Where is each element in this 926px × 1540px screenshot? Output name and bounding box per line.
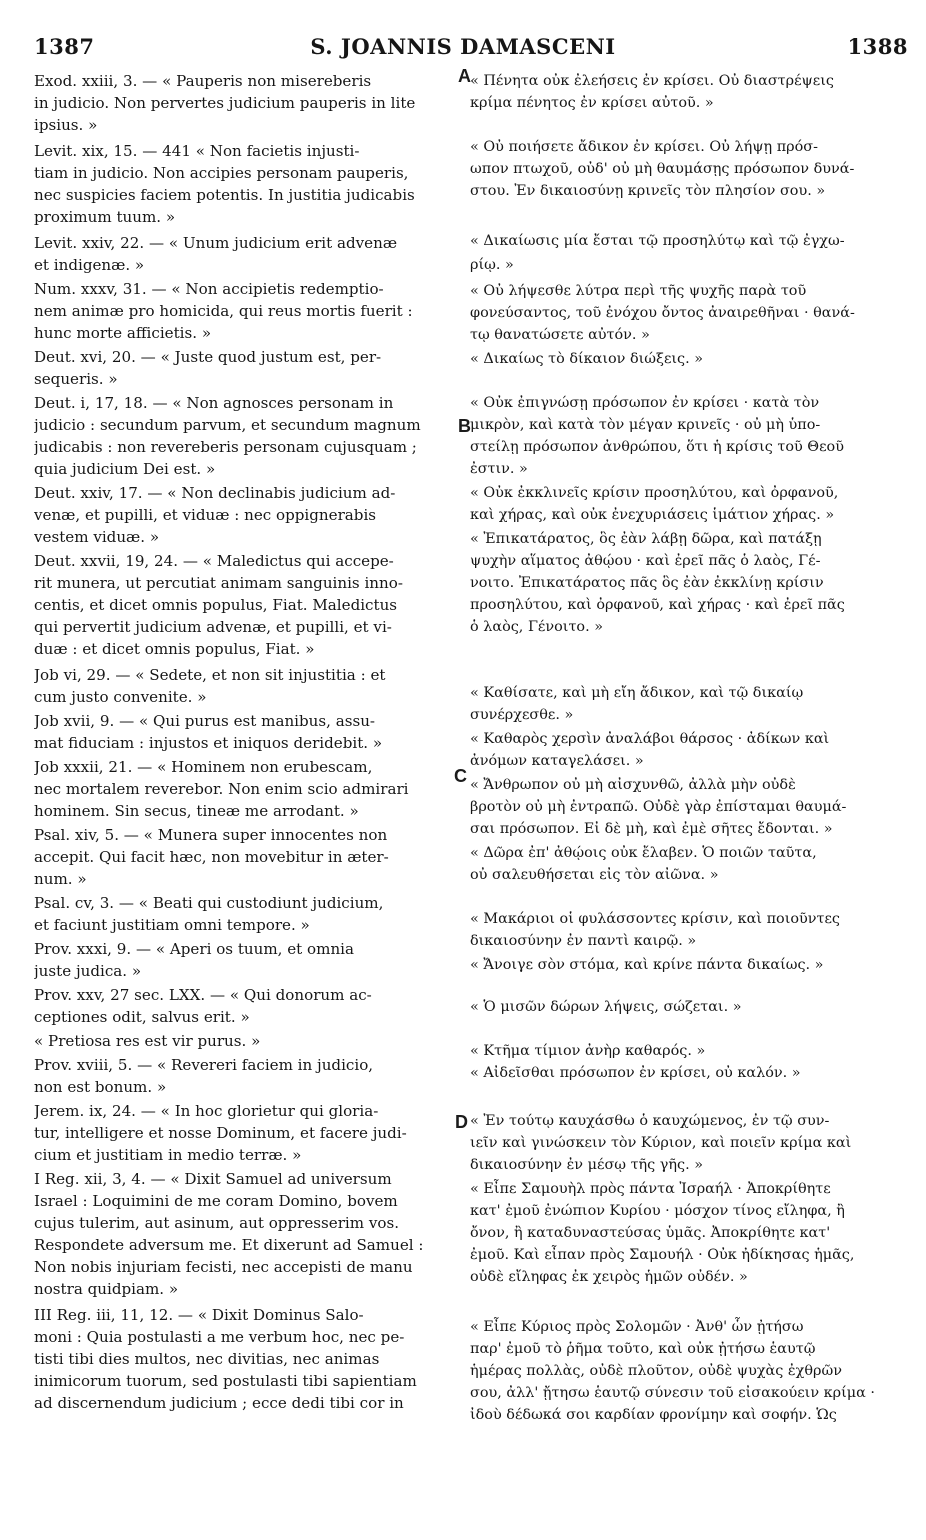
latin-line: cujus tulerim, aut asinum, aut oppresserim vos. xyxy=(34,1214,399,1232)
margin-letter-b: B xyxy=(458,416,471,436)
latin-line: Prov. xxxi, 9. — « Aperi os tuum, et omnia xyxy=(34,940,354,958)
greek-line: « Καθίσατε, καὶ μὴ εἴη ἄδικον, καὶ τῷ δικαίῳ xyxy=(470,685,804,701)
latin-line: Psal. xiv, 5. — « Munera super innocentes non xyxy=(34,826,388,844)
latin-line: Prov. xxv, 27 sec. LXX. — « Qui donorum ac- xyxy=(34,986,372,1004)
page-number-right: 1388 xyxy=(847,34,908,59)
latin-line: hunc morte afficietis. » xyxy=(34,324,212,342)
latin-line: Num. xxxv, 31. — « Non accipietis redemptio- xyxy=(34,280,384,298)
latin-line: et indigenæ. » xyxy=(34,256,145,274)
greek-line: δικαιοσύνην ἐν μέσῳ τῆς γῆς. » xyxy=(470,1157,704,1173)
greek-line: ἐμοῦ. Καὶ εἶπαν πρὸς Σαμουήλ · Οὐκ ἠδίκησας ἡμᾶς, xyxy=(470,1247,855,1263)
greek-line: « Πένητα οὐκ ἐλεήσεις ἐν κρίσει. Οὐ διαστρέψεις xyxy=(470,73,834,89)
greek-line: ἐστιν. » xyxy=(470,461,528,477)
latin-line: qui pervertit judicium advenæ, et pupilli, et vi- xyxy=(34,618,392,636)
greek-line: ψυχὴν αἵματος ἀθῴου · καὶ ἐρεῖ πᾶς ὁ λαὸς, Γέ- xyxy=(470,553,821,569)
greek-line: « Ἐν τούτῳ καυχάσθω ὁ καυχώμενος, ἐν τῷ συν- xyxy=(470,1113,830,1129)
latin-line: Job xvii, 9. — « Qui purus est manibus, assu- xyxy=(34,712,376,730)
latin-line: judicabis : non revereberis personam cujusquam ; xyxy=(34,438,417,456)
latin-line: Non nobis injuriam fecisti, nec accepisti de manu xyxy=(34,1258,413,1276)
latin-line: num. » xyxy=(34,870,87,888)
latin-line: nec suspicies faciem potentis. In justitia judicabis xyxy=(34,186,415,204)
latin-line: Jerem. ix, 24. — « In hoc glorietur qui gloria- xyxy=(34,1102,379,1120)
greek-line: « Ἐπικατάρατος, ὃς ἐὰν λάβῃ δῶρα, καὶ πατάξῃ xyxy=(470,531,822,547)
greek-line: ωπον πτωχοῦ, οὐδ' οὐ μὴ θαυμάσῃς πρόσωπον δυνά- xyxy=(470,161,855,177)
page-number-left: 1387 xyxy=(34,34,95,59)
greek-line: νοιτο. Ἐπικατάρατος πᾶς ὃς ἐὰν ἐκκλίνῃ κρίσιν xyxy=(470,575,824,591)
latin-line: duæ : et dicet omnis populus, Fiat. » xyxy=(34,640,315,658)
greek-line: τῳ θανατώσετε αὐτόν. » xyxy=(470,327,650,343)
latin-line: Job vi, 29. — « Sedete, et non sit injustitia : et xyxy=(34,666,386,684)
latin-line: ipsius. » xyxy=(34,116,98,134)
latin-line: Levit. xxiv, 22. — « Unum judicium erit advenæ xyxy=(34,234,398,252)
latin-line: moni : Quia postulasti a me verbum hoc, nec pe- xyxy=(34,1328,405,1346)
latin-line: vestem viduæ. » xyxy=(34,528,160,546)
latin-line: juste judica. » xyxy=(34,962,142,980)
greek-line: κατ' ἐμοῦ ἐνώπιον Κυρίου · μόσχον τίνος εἴληφα, ἢ xyxy=(470,1203,845,1219)
greek-line: σου, ἀλλ' ᾔτησω ἑαυτῷ σύνεσιν τοῦ εἰσακούειν κρίμα · xyxy=(470,1385,875,1401)
greek-line: « Δικαίως τὸ δίκαιον διώξεις. » xyxy=(470,351,704,367)
latin-line: Job xxxii, 21. — « Hominem non erubescam, xyxy=(34,758,373,776)
greek-line: οὐ σαλευθήσεται εἰς τὸν αἰῶνα. » xyxy=(470,867,719,883)
latin-line: proximum tuum. » xyxy=(34,208,176,226)
latin-line: cum justo convenite. » xyxy=(34,688,207,706)
latin-line: et faciunt justitiam omni tempore. » xyxy=(34,916,310,934)
margin-letter-a: A xyxy=(458,66,471,86)
greek-line: ἡμέρας πολλὰς, οὐδὲ πλοῦτον, οὐδὲ ψυχὰς ἐχθρῶν xyxy=(470,1363,842,1379)
latin-line: cium et justitiam in medio terræ. » xyxy=(34,1146,302,1164)
latin-line: rit munera, ut percutiat animam sanguinis inno- xyxy=(34,574,403,592)
greek-line: δικαιοσύνην ἐν παντὶ καιρῷ. » xyxy=(470,933,697,949)
latin-line: judicio : secundum parvum, et secundum magnum xyxy=(34,416,421,434)
greek-line: « Οὐκ ἐκκλινεῖς κρίσιν προσηλύτου, καὶ ὀρφανοῦ, xyxy=(470,485,839,501)
greek-line: μικρὸν, καὶ κατὰ τὸν μέγαν κρινεῖς · οὐ μὴ ὑπο- xyxy=(470,417,821,433)
latin-line: in judicio. Non pervertes judicium pauperis in lite xyxy=(34,94,416,112)
latin-line: tur, intelligere et nosse Dominum, et facere judi- xyxy=(34,1124,407,1142)
greek-line: « Ὁ μισῶν δώρων λήψεις, σώζεται. » xyxy=(470,999,742,1015)
latin-line: nec mortalem reverebor. Non enim scio admirari xyxy=(34,780,409,798)
latin-line: ceptiones odit, salvus erit. » xyxy=(34,1008,250,1026)
latin-line: nem animæ pro homicida, qui reus mortis fuerit : xyxy=(34,302,413,320)
latin-line: venæ, et pupilli, et viduæ : nec oppignerabis xyxy=(34,506,377,524)
greek-line: ὁ λαὸς, Γένοιτο. » xyxy=(470,619,604,635)
latin-line: Deut. xvi, 20. — « Juste quod justum est, per- xyxy=(34,348,382,366)
latin-line: I Reg. xii, 3, 4. — « Dixit Samuel ad universum xyxy=(34,1170,392,1188)
greek-line: παρ' ἐμοῦ τὸ ῥῆμα τοῦτο, καὶ οὐκ ᾐτήσω ἑαυτῷ xyxy=(470,1341,816,1357)
latin-line: « Pretiosa res est vir purus. » xyxy=(34,1032,261,1050)
greek-line: « Εἶπε Κύριος πρὸς Σολομῶν · Ἀνθ' ὧν ᾐτήσω xyxy=(470,1319,804,1335)
greek-line: σαι πρόσωπον. Εἰ δὲ μὴ, καὶ ἐμὲ σῆτες ἔδονται. » xyxy=(470,821,833,837)
latin-line: Exod. xxiii, 3. — « Pauperis non misereberis xyxy=(34,72,372,90)
latin-line: accepit. Qui facit hæc, non movebitur in æter- xyxy=(34,848,389,866)
latin-line: ad discernendum judicium ; ecce dedi tibi cor in xyxy=(34,1394,404,1412)
latin-line: Deut. xxiv, 17. — « Non declinabis judicium ad- xyxy=(34,484,396,502)
running-header xyxy=(0,34,926,62)
greek-line: « Οὐ ποιήσετε ἄδικον ἐν κρίσει. Οὐ λήψῃ πρόσ- xyxy=(470,139,818,155)
greek-line: ἰδοὺ δέδωκά σοι καρδίαν φρονίμην καὶ σοφήν. Ὡς xyxy=(470,1407,837,1423)
latin-line: Israel : Loquimini de me coram Domino, bovem xyxy=(34,1192,398,1210)
greek-line: προσηλύτου, καὶ ὀρφανοῦ, καὶ χήρας · καὶ ἐρεῖ πᾶς xyxy=(470,597,845,613)
greek-line: « Δῶρα ἐπ' ἀθῴοις οὐκ ἔλαβεν. Ὁ ποιῶν ταῦτα, xyxy=(470,845,817,861)
greek-line: « Οὐκ ἐπιγνώσῃ πρόσωπον ἐν κρίσει · κατὰ τὸν xyxy=(470,395,820,411)
greek-line: φονεύσαντος, τοῦ ἐνόχου ὄντος ἀναιρεθῆναι · θανά- xyxy=(470,305,855,321)
greek-line: ιεῖν καὶ γινώσκειν τὸν Κύριον, καὶ ποιεῖν κρίμα καὶ xyxy=(470,1135,852,1151)
latin-line: non est bonum. » xyxy=(34,1078,167,1096)
greek-line: « Οὐ λήψεσθε λύτρα περὶ τῆς ψυχῆς παρὰ τοῦ xyxy=(470,283,807,299)
latin-line: quia judicium Dei est. » xyxy=(34,460,216,478)
greek-line: ἀνόμων καταγελάσει. » xyxy=(470,753,644,769)
greek-line: « Εἶπε Σαμουὴλ πρὸς πάντα Ἰσραήλ · Ἀποκρίθητε xyxy=(470,1181,831,1197)
greek-line: « Μακάριοι οἱ φυλάσσοντες κρίσιν, καὶ ποιοῦντες xyxy=(470,911,840,927)
latin-line: tisti tibi dies multos, nec divitias, nec animas xyxy=(34,1350,380,1368)
latin-line: Psal. cv, 3. — « Beati qui custodiunt judicium, xyxy=(34,894,384,912)
latin-line: sequeris. » xyxy=(34,370,118,388)
latin-line: Deut. i, 17, 18. — « Non agnosces personam in xyxy=(34,394,394,412)
latin-line: Respondete adversum me. Et dixerunt ad Samuel : xyxy=(34,1236,424,1254)
margin-letter-c: C xyxy=(454,766,467,786)
margin-letter-d: D xyxy=(455,1112,468,1132)
latin-line: inimicorum tuorum, sed postulasti tibi sapientiam xyxy=(34,1372,417,1390)
greek-line: « Δικαίωσις μία ἔσται τῷ προσηλύτῳ καὶ τῷ ἐγχω- xyxy=(470,233,845,249)
greek-line: « Ἄνοιγε σὸν στόμα, καὶ κρίνε πάντα δικαίως. » xyxy=(470,957,824,973)
greek-line: « Ἄνθρωπον οὐ μὴ αἰσχυνθῶ, ἀλλὰ μὴν οὐδὲ xyxy=(470,777,796,793)
latin-line: Deut. xxvii, 19, 24. — « Maledictus qui accepe- xyxy=(34,552,394,570)
greek-line: στείλῃ πρόσωπον ἀνθρώπου, ὅτι ἡ κρίσις τοῦ Θεοῦ xyxy=(470,439,844,455)
latin-line: Levit. xix, 15. — 441 « Non facietis injusti- xyxy=(34,142,360,160)
greek-line: « Καθαρὸς χερσὶν ἀναλάβοι θάρσος · ἀδίκων καὶ xyxy=(470,731,830,747)
greek-line: στου. Ἐν δικαιοσύνῃ κρινεῖς τὸν πλησίον σου. » xyxy=(470,183,826,199)
greek-line: ρίῳ. » xyxy=(470,257,514,273)
running-title: S. JOANNIS DAMASCENI xyxy=(310,34,616,59)
greek-line: « Κτῆμα τίμιον ἀνὴρ καθαρός. » xyxy=(470,1043,706,1059)
latin-line: nostra quidpiam. » xyxy=(34,1280,179,1298)
greek-line: « Αἰδεῖσθαι πρόσωπον ἐν κρίσει, οὐ καλόν. » xyxy=(470,1065,801,1081)
latin-line: III Reg. iii, 11, 12. — « Dixit Dominus Salo- xyxy=(34,1306,364,1324)
greek-line: οὐδὲ εἴληφας ἐκ χειρὸς ἡμῶν οὐδέν. » xyxy=(470,1269,748,1285)
greek-line: καὶ χήρας, καὶ οὐκ ἐνεχυριάσεις ἱμάτιον χήρας. » xyxy=(470,507,835,523)
greek-line: κρίμα πένητος ἐν κρίσει αὐτοῦ. » xyxy=(470,95,714,111)
latin-line: hominem. Sin secus, tineæ me arrodant. » xyxy=(34,802,359,820)
greek-line: βροτὸν οὐ μὴ ἐντραπῶ. Οὐδὲ γὰρ ἐπίσταμαι θαυμά- xyxy=(470,799,847,815)
latin-line: Prov. xviii, 5. — « Revereri faciem in judicio, xyxy=(34,1056,374,1074)
latin-line: tiam in judicio. Non accipies personam pauperis, xyxy=(34,164,409,182)
latin-line: mat fiduciam : injustos et iniquos deridebit. » xyxy=(34,734,383,752)
greek-line: συνέρχεσθε. » xyxy=(470,707,574,723)
latin-line: centis, et dicet omnis populus, Fiat. Maledictus xyxy=(34,596,398,614)
greek-line: ὄνον, ἢ καταδυναστεύσας ὑμᾶς. Ἀποκρίθητε κατ' xyxy=(470,1225,831,1241)
